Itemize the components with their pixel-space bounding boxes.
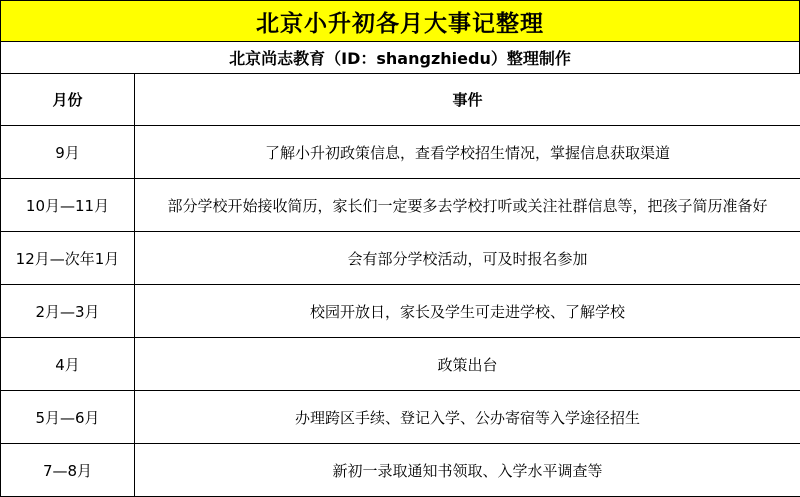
month-cell: 9月 (1, 126, 135, 179)
event-cell: 校园开放日，家长及学生可走进学校、了解学校 (135, 285, 800, 338)
page-subtitle: 北京尚志教育（ID：shangzhiedu）整理制作 (0, 41, 800, 74)
table-row (1, 338, 800, 391)
event-cell: 了解小升初政策信息，查看学校招生情况，掌握信息获取渠道 (135, 126, 800, 179)
event-cell: 新初一录取通知书领取、入学水平调查等 (135, 444, 800, 497)
header-month: 月份 (1, 74, 135, 126)
event-cell: 办理跨区手续、登记入学、公办寄宿等入学途径招生 (135, 391, 800, 444)
table-row (1, 126, 800, 179)
table-row (1, 285, 800, 338)
month-cell: 2月—3月 (1, 285, 135, 338)
table-row (1, 179, 800, 232)
month-cell: 7—8月 (1, 444, 135, 497)
table-row (1, 232, 800, 285)
event-cell: 部分学校开始接收简历，家长们一定要多去学校打听或关注社群信息等，把孩子简历准备好 (135, 179, 800, 232)
month-cell: 12月—次年1月 (1, 232, 135, 285)
header-event: 事件 (135, 74, 800, 126)
events-table (0, 73, 800, 497)
event-cell: 会有部分学校活动，可及时报名参加 (135, 232, 800, 285)
page-title: 北京小升初各月大事记整理 (0, 0, 800, 42)
table-header-row (1, 74, 800, 126)
table-row (1, 444, 800, 497)
month-cell: 10月—11月 (1, 179, 135, 232)
month-cell: 5月—6月 (1, 391, 135, 444)
table-row (1, 391, 800, 444)
event-cell: 政策出台 (135, 338, 800, 391)
month-cell: 4月 (1, 338, 135, 391)
